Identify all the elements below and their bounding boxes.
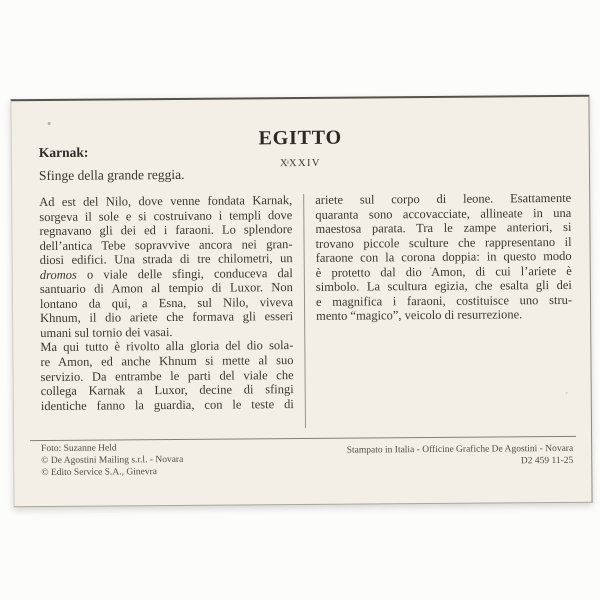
text-line: e magnifica i faraoni, costituisce uno stru-	[315, 292, 573, 309]
right-text-column	[315, 191, 572, 324]
text-line: identiche fanno la guardia, con le teste di	[40, 396, 294, 413]
text-line: © De Agostini Mailing s.r.l. - Novara	[41, 454, 184, 466]
paper-speck	[430, 267, 432, 269]
text-line: dromos o viale delle sfingi, conduceva dal	[39, 265, 293, 282]
text-line: maestosa parata. Tra le zampe anteriori, si	[315, 219, 572, 236]
text-line: simbolo. La scultura egizia, che esalta gli dei	[315, 278, 572, 295]
text-line: ariete sul corpo di leone. Esattamente	[315, 190, 572, 207]
text-line: Ma qui tutto è rivolto alla gloria del dio sola-	[40, 338, 294, 355]
text-line: faraone con la corona doppia: in questo modo	[315, 249, 572, 266]
photo-credits	[41, 443, 183, 480]
photo-caption: Sfinge della grande reggia.	[38, 166, 185, 184]
text-line: mento “magico”, veicolo di resurrezione.	[316, 307, 523, 324]
text-line: trovano piccole sculture che rappresentano il	[315, 234, 572, 251]
text-line: regnavano gli dei ed i faraoni. Lo splendore	[39, 222, 293, 239]
left-text-column	[39, 193, 294, 413]
text-line: è protetto dal dio Amon, di cui l’ariete è	[315, 263, 572, 280]
text-line: servizio. Da entrambe le parti del viale che	[40, 367, 294, 384]
text-line: quaranta sono accovacciate, allineate in una	[315, 205, 572, 222]
text-line: lontano da qui, a Esna, sul Nilo, viveva	[39, 294, 294, 311]
text-line: re Amon, ed anche Khnum si mette al suo	[40, 353, 294, 370]
text-line: santuario di Amon al tempio di Luxor. Non	[39, 280, 293, 297]
paper-speck	[566, 392, 568, 394]
text-line: Khnum, il dio ariete che formava gli esseri	[40, 309, 294, 326]
text-line: D2 459 11-25	[520, 455, 574, 467]
text-line: collega Karnak a Luxor, decine di sfingi	[40, 382, 294, 399]
card-title: EGITTO	[258, 126, 342, 150]
text-line: umani sul tornio dei vasai.	[40, 324, 173, 340]
text-line: © Edito Service S.A., Ginevra	[41, 466, 158, 478]
location-heading: Karnak:	[38, 144, 89, 161]
column-divider-rule	[303, 194, 306, 428]
paper-speck	[48, 122, 51, 125]
text-line: Ad est del Nilo, dove venne fondata Karnak,	[39, 193, 293, 210]
text-line: Stampato in Italia - Officine Grafiche De Agostini - Novara	[346, 443, 574, 456]
series-number: XXXIV	[279, 157, 321, 170]
text-line: Foto: Suzanne Held	[41, 443, 117, 455]
footer-separator-rule	[30, 436, 576, 441]
print-info	[314, 444, 573, 470]
paper-speck	[287, 160, 289, 164]
postcard-back	[10, 95, 592, 508]
text-line: dell’antica Tebe sopravvive ancora nei gran-	[39, 236, 293, 253]
text-line: diosi edifici. Una strada di tre chilometri, un	[39, 251, 293, 268]
text-line: sorgeva il sole e si costruivano i templi dove	[39, 207, 293, 224]
